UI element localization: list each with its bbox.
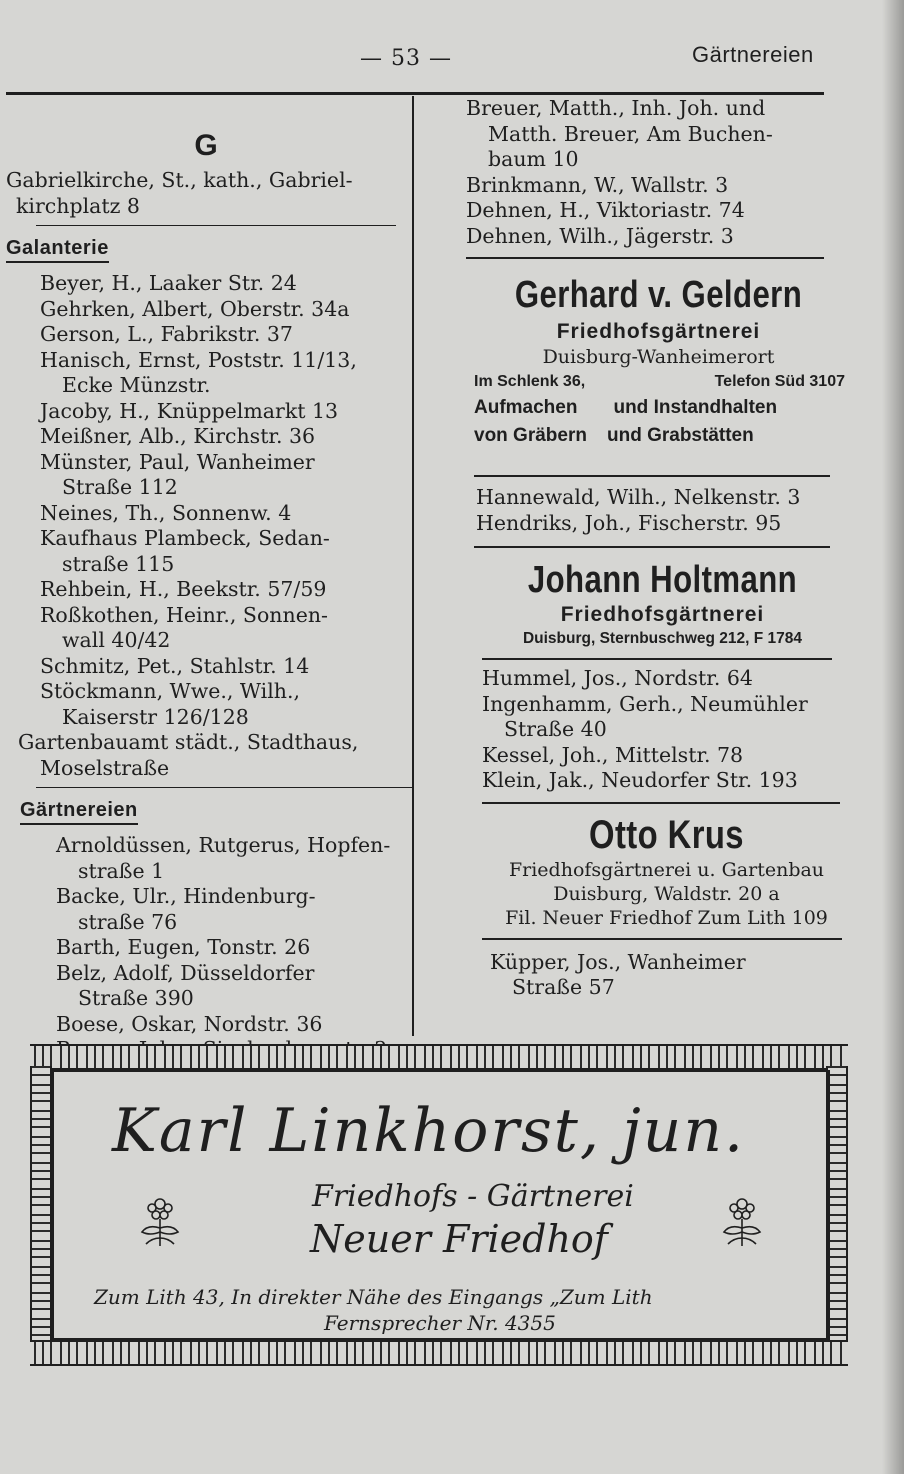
header-rule <box>6 92 824 95</box>
divider <box>36 787 412 788</box>
ad-linkhorst-business: Friedhofs - Gärtnerei <box>312 1179 634 1214</box>
list-item: Boese, Oskar, Nordstr. 36 <box>56 1011 323 1036</box>
ad-geldern-service-2: von Gräbern und Grabstätten <box>474 425 754 446</box>
ad-geldern-name: Gerhard v. Geldern <box>514 274 803 316</box>
column-divider <box>412 96 414 1036</box>
list-item: Roßkothen, Heinr., Sonnen- wall 40/42 <box>40 602 328 652</box>
list-item: Hendriks, Joh., Fischerstr. 95 <box>476 510 782 535</box>
flower-ornament-icon <box>132 1190 188 1250</box>
ad-holtmann-business: Friedhofsgärtnerei <box>560 603 765 626</box>
list-item: Beyer, H., Laaker Str. 24 <box>40 271 297 295</box>
flower-ornament-icon <box>714 1190 770 1250</box>
list-item: Kaufhaus Plambeck, Sedan- straße 115 <box>40 526 330 576</box>
gaertnereien-list <box>6 833 406 1063</box>
list-item: Küpper, Jos., Wanheimer Straße 57 <box>490 949 746 999</box>
ad-krus-name: Otto Krus <box>589 812 744 857</box>
list-item: Hummel, Jos., Nordstr. 64 <box>482 666 753 690</box>
list-item: Kessel, Joh., Mittelstr. 78 <box>482 742 744 767</box>
divider <box>482 658 832 660</box>
list-item: Meißner, Alb., Kirchstr. 36 <box>40 424 316 448</box>
list-item: Belz, Adolf, Düsseldorfer Straße 390 <box>56 960 315 1010</box>
ad-geldern-contact: Im Schlenk 36, Telefon Süd 3107 <box>474 373 845 390</box>
category-heading-galanterie: Galanterie <box>6 236 109 263</box>
list-item: Gehrken, Albert, Oberstr. 34a <box>40 296 350 321</box>
letter-heading: G <box>194 129 218 162</box>
list-item: Hannewald, Wilh., Nelkenstr. 3 <box>476 485 801 509</box>
list-item: Barth, Eugen, Tonstr. 26 <box>56 935 311 959</box>
ornament-border-top <box>30 1044 848 1070</box>
ad-holtmann <box>466 558 851 650</box>
page-edge-shadow <box>882 0 904 1474</box>
list-item: Arnoldüssen, Rutgerus, Hopfen- straße 1 <box>56 833 391 883</box>
left-column <box>6 128 406 1063</box>
right-column <box>466 96 851 1001</box>
list-item: Schmitz, Pet., Stahlstr. 14 <box>40 653 310 678</box>
list-item: Backe, Ulr., Hindenburg- straße 76 <box>56 884 316 934</box>
list-item: Hanisch, Ernst, Poststr. 11/13, Ecke Münzstr. <box>40 347 357 397</box>
ad-holtmann-name: Johann Holtmann <box>527 559 798 601</box>
entries-low <box>466 666 851 794</box>
running-header: Gärtnereien <box>692 42 814 67</box>
ad-krus-line1: Friedhofsgärtnerei u. Gartenbau <box>508 858 825 881</box>
ad-geldern <box>466 273 851 451</box>
list-item: Gerson, L., Fabrikstr. 37 <box>40 322 293 346</box>
divider <box>466 257 824 259</box>
ad-holtmann-address: Duisburg, Sternbuschweg 212, F 1784 <box>522 630 803 647</box>
divider <box>474 475 830 477</box>
list-item: Brinkmann, W., Wallstr. 3 <box>466 172 729 197</box>
ad-linkhorst-name: Karl Linkhorst, jun. <box>112 1096 746 1166</box>
ornament-border-left <box>30 1066 52 1340</box>
ad-linkhorst-address: Zum Lith 43, In direkter Nähe des Eingangs „Zum Lith <box>94 1285 653 1309</box>
list-item: Münster, Paul, Wanheimer Straße 112 <box>40 449 315 499</box>
entries-mid <box>466 485 851 536</box>
divider <box>36 225 396 226</box>
category-heading-gaertnereien: Gärtnereien <box>20 798 138 825</box>
ad-geldern-place: Duisburg-Wanheimerort <box>542 346 775 368</box>
list-item: Ingenhamm, Gerh., Neumühler Straße 40 <box>482 691 808 741</box>
ad-krus <box>466 812 851 930</box>
list-item: Dehnen, Wilh., Jägerstr. 3 <box>466 223 734 248</box>
ad-linkhorst-phone: Fernsprecher Nr. 4355 <box>324 1311 556 1335</box>
entries-end <box>466 950 851 1001</box>
list-item: Jacoby, H., Knüppelmarkt 13 <box>40 398 339 423</box>
ad-krus-line3: Fil. Neuer Friedhof Zum Lith 109 <box>505 906 828 929</box>
ad-linkhorst <box>30 1044 848 1362</box>
divider <box>482 802 840 804</box>
ad-geldern-business: Friedhofsgärtnerei <box>556 320 761 343</box>
list-item: Stöckmann, Wwe., Wilh., Kaiserstr 126/128 <box>40 679 300 729</box>
divider <box>474 546 830 548</box>
divider <box>482 938 842 940</box>
list-item: Klein, Jak., Neudorfer Str. 193 <box>482 768 798 792</box>
page-number: — 53 — <box>360 46 452 71</box>
list-item: Gartenbauamt städt., Stadthaus, Moselstraße <box>18 730 359 780</box>
ad-krus-line2: Duisburg, Waldstr. 20 a <box>553 882 780 905</box>
list-item: Breuer, Matth., Inh. Joh. und Matth. Breuer, Am Buchen- baum 10 <box>466 96 773 171</box>
ad-linkhorst-frame <box>52 1070 830 1340</box>
list-item: Rehbein, H., Beekstr. 57/59 <box>40 577 327 601</box>
list-item: Dehnen, H., Viktoriastr. 74 <box>466 198 745 222</box>
list-item: Gabrielkirche, St., kath., Gabriel- kirchplatz 8 <box>6 168 353 218</box>
ad-linkhorst-location: Neuer Friedhof <box>310 1217 608 1261</box>
list-item: Neines, Th., Sonnenw. 4 <box>40 500 292 525</box>
entries-top <box>466 96 851 249</box>
ornament-border-bottom <box>30 1340 848 1366</box>
ad-geldern-service-1: Aufmachen und Instandhalten <box>474 397 778 418</box>
galanterie-list <box>6 271 406 730</box>
